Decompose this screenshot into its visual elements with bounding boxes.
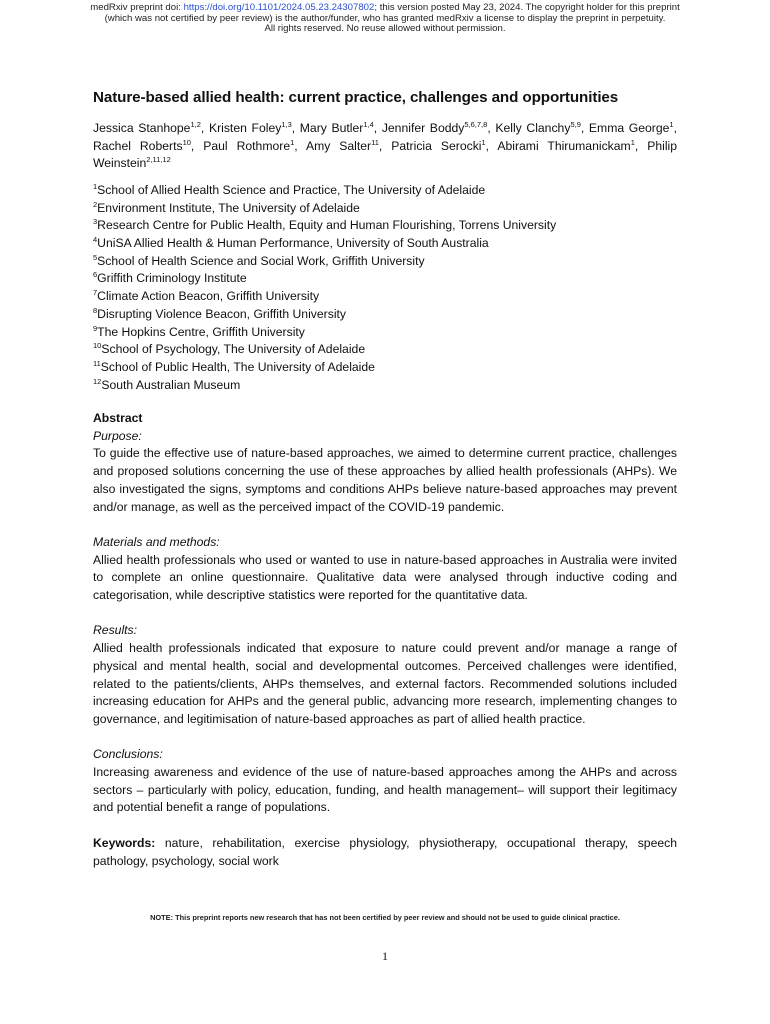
conclusions-label: Conclusions: [93,747,163,762]
author-affiliation-marker: 1 [290,137,295,147]
author-affiliation-marker: 11 [371,137,379,147]
affiliation-text: Research Centre for Public Health, Equity and Human Flourishing, Torrens University [97,218,557,233]
author [382,121,488,135]
banner-line-3: All rights reserved. No reuse allowed without permission. [264,23,506,35]
author-affiliation-marker: 1 [669,120,674,129]
affiliation-list [93,182,677,394]
affiliation-number: 8 [93,305,98,315]
author-name: Paul Rothmore [203,138,291,153]
keywords-text: nature, rehabilitation, exercise physiology, physiotherapy, occupational therapy, speech pathology, psychology, social work [93,835,677,868]
author-affiliation-marker: 1,2 [190,120,201,129]
author-name: Kristen Foley [208,121,282,135]
affiliation-text: Environment Institute, The University of Adelaide [97,200,360,215]
author-affiliation-marker: 1 [630,137,635,147]
paper-title: Nature-based allied health: current practice, challenges and opportunities [93,89,619,106]
author [93,121,201,135]
affiliation-item [93,235,677,253]
author-affiliation-marker: 5,9 [570,120,581,129]
affiliation-number: 1 [93,182,98,191]
affiliation-item [93,341,677,359]
abstract-heading: Abstract [93,411,143,425]
author-affiliation-marker: 2,11,12 [146,155,171,165]
methods-label: Materials and methods: [93,534,220,549]
author-affiliation-marker: 1 [481,137,486,147]
affiliation-item [93,377,677,395]
affiliation-number: 12 [93,376,102,386]
author-affiliation-marker: 5,6,7,8 [464,120,488,129]
page-number: 1 [382,949,388,963]
author-name: Philip Weinstein [93,138,678,171]
author-name: Kelly Clanchy [495,121,571,135]
affiliation-item [93,217,677,235]
author [497,139,635,153]
purpose-label: Purpose: [93,428,142,443]
author-affiliation-marker: 1,3 [281,120,292,129]
author-list: Jessica Stanhope$^{1,2}$, Kristen Foley$^{1,3}$, Mary Butler$^{1,4}$, Jennifer Boddy$^{5,6,7,8}$, Kelly Clanchy$^{5,9}$, Emma George$^1$, Rachel Roberts$^{10}$, Paul Rothmore$^1$, Amy Salter$^{11}$, Patricia Serocki$^1$, Abirami Thirumanickam$^1$, Philip Weinstein$^{2,11,12}$ [93,120,678,171]
methods-text: Allied health professionals who used or wanted to use in nature-based approaches in Australia were invited to complete an online questionnaire. Qualitative data were analysed through inductive coding and categorisation, while descriptive statistics were reported for the quantitative data. [93,552,677,603]
doi-link[interactable]: https://doi.org/10.1101/2024.05.23.24307802 [183,2,375,13]
banner-line-2: (which was not certified by peer review) is the author/funder, who has granted medRxiv a license to display the preprint in perpetuity. [104,12,666,24]
affiliation-number: 3 [93,217,98,227]
affiliation-text: The Hopkins Centre, Griffith University [97,324,305,339]
author-name: Emma George [588,121,670,135]
author [495,121,581,135]
affiliation-text: Disrupting Violence Beacon, Griffith University [97,306,347,321]
conclusions-text: Increasing awareness and evidence of the use of nature-based approaches among the AHPs and across sectors – particularly with policy, education, funding, and health management– will support their legitimacy and potential benefit a range of populations. [93,765,677,815]
affiliation-item [93,182,677,200]
peer-review-note: NOTE: This preprint reports new research that has not been certified by peer review and should not be used to guide clinical practice. [150,913,620,922]
affiliation-number: 11 [93,358,101,368]
affiliation-item [93,324,677,342]
affiliation-item [93,359,677,377]
author-affiliation-marker: 10 [182,137,191,147]
affiliation-text: School of Public Health, The University of Adelaide [100,359,375,374]
keywords-label: Keywords: [93,835,156,850]
author-name: Amy Salter [305,138,372,153]
affiliation-number: 6 [93,270,98,280]
affiliation-text: Climate Action Beacon, Griffith University [97,289,320,304]
author [300,121,374,135]
affiliation-item [93,253,677,271]
author-name: Abirami Thirumanickam [497,138,631,153]
affiliation-item [93,306,677,324]
affiliation-text: School of Health Science and Social Work, Griffith University [97,253,425,268]
affiliation-number: 5 [93,252,98,262]
affiliation-text: Griffith Criminology Institute [97,271,247,286]
purpose-text: To guide the effective use of nature-based approaches, we aimed to determine current practice, challenges and proposed solutions concerning the use of these approaches by allied health professionals (AHPs). We also investigated the signs, symptoms and conditions AHPs believe nature-based approaches may prevent and/or manage, as well as the perceived impact of the COVID-19 pandemic. [93,446,677,514]
keywords [93,835,677,870]
banner-line-1: medRxiv preprint doi: https://doi.org/10.1101/2024.05.23.24307802; this version posted May 23, 2024. The copyright holder for this preprint [90,2,680,13]
author-name: Patricia Serocki [391,138,482,153]
author-name: Jessica Stanhope [93,121,191,135]
affiliation-item [93,200,677,218]
affiliation-number: 9 [93,323,98,333]
author [589,121,674,135]
affiliation-text: UniSA Allied Health & Human Performance, University of South Australia [97,236,489,251]
affiliation-number: 10 [93,341,102,351]
affiliation-text: School of Allied Health Science and Practice, The University of Adelaide [97,183,486,197]
author-name: Mary Butler [299,121,364,135]
affiliation-text: School of Psychology, The University of Adelaide [101,342,366,357]
affiliation-number: 7 [93,288,98,298]
results-label: Results: [93,623,138,638]
author-name: Rachel Roberts [93,138,183,153]
author [391,139,485,153]
author-name: Jennifer Boddy [381,121,465,135]
affiliation-text: South Australian Museum [101,377,241,392]
author [203,139,294,153]
author [306,139,379,153]
author [209,121,292,135]
affiliation-item [93,270,677,288]
preprint-banner [0,3,770,35]
author [93,139,191,153]
abstract-section [93,410,677,870]
affiliation-item [93,288,677,306]
results-text: Allied health professionals indicated that exposure to nature could prevent and/or manage a range of physical and mental health, social and developmental outcomes. Perceived challenges were identified, related to the patients/clients, AHPs themselves, and external factors. Recommended solutions included increasing education for AHPs and the general public, advancing more research, implementing changes to governance, and legitimisation of nature-based approaches as part of allied health practice. [93,641,677,726]
affiliation-number: 4 [93,235,98,245]
author-affiliation-marker: 1,4 [363,120,374,129]
affiliation-number: 2 [93,199,98,209]
